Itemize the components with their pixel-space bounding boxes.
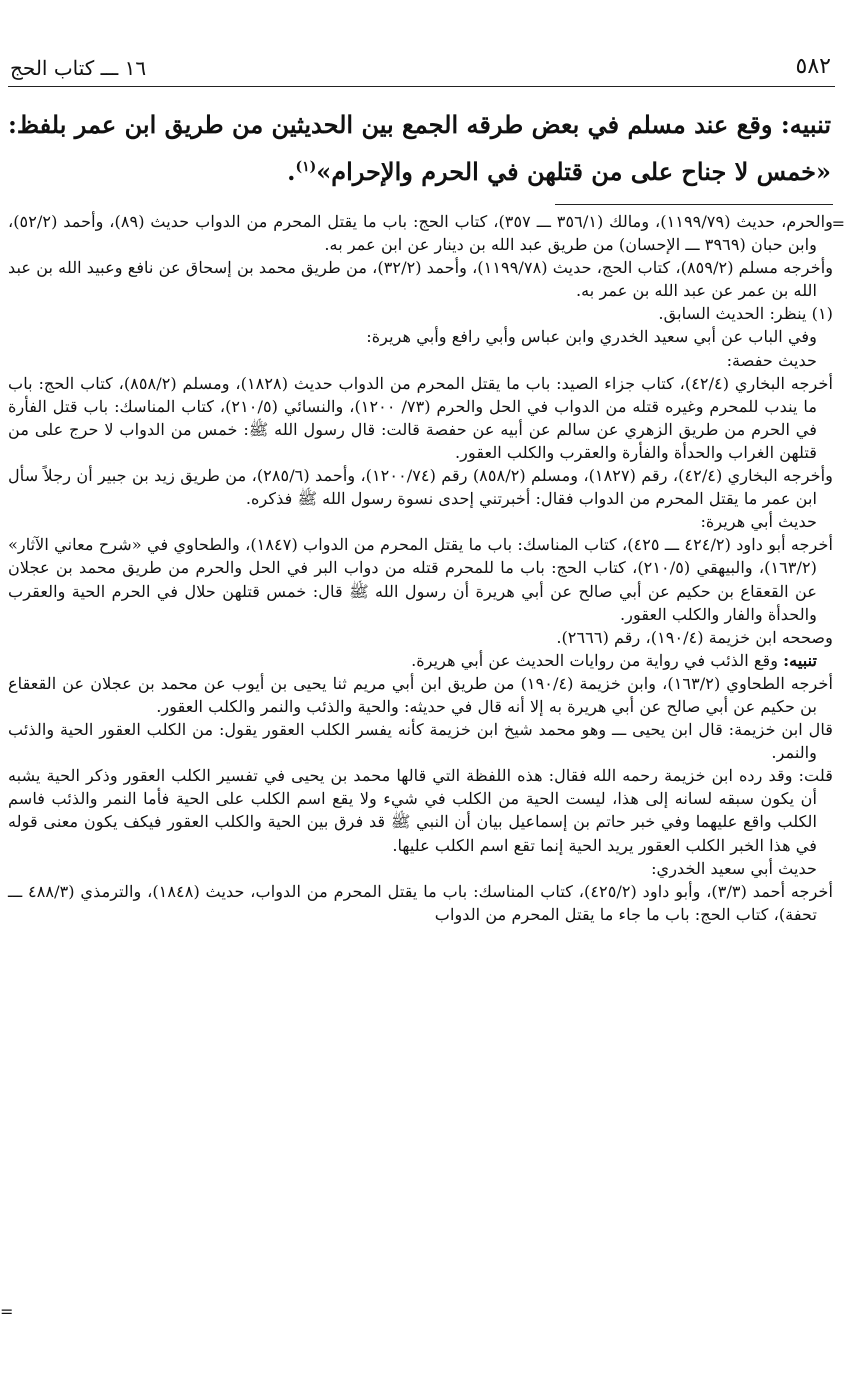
main-text (8, 104, 831, 193)
note-label: تنبيه: (780, 110, 831, 139)
running-title: ١٦ ـــ كتاب الحج (10, 56, 147, 80)
footnote-text: قلت: وقد رده ابن خزيمة رحمه الله فقال: هذه اللفظة التي قالها محمد بن يحيى في تفسير الكلب العقور وذكر الحية يشبه أن يكون سبقه لسانه إلى هذا، ليست الحية من الكلب في شيء ولا يقع اسم الكلب على الحية فأما النمر والذئب فاسم الكلب واقع عليهما وفي خبر حاتم بن إسماعيل بيان أن النبي ﷺ قد فرق بين الحية والكلب العقور فيكف يكون معنى قوله في هذا الخبر الكلب العقور يريد الحية إنما تقع اسم الكلب عليها. (8, 766, 833, 855)
footnote-text: (١) ينظر: الحديث السابق. (658, 304, 833, 324)
footnote-paragraph (8, 649, 833, 672)
footnote-paragraph (8, 256, 833, 302)
footnote-text: قال ابن خزيمة: قال ابن يحيى ـــ وهو محمد شيخ ابن خزيمة كأنه يفسر الكلب العقور يقول: من الكلب العقور الحية والذئب والنمر. (8, 720, 833, 763)
footnote-text: وصححه ابن خزيمة (١٩٠/٤)، رقم (٢٦٦٦). (556, 627, 833, 647)
footnote-text: وفي الباب عن أبي سعيد الخدري وابن عباس وأبي رافع وأبي هريرة: (366, 327, 817, 347)
footnote-paragraph (8, 880, 833, 926)
footnote-text: أخرجه البخاري (٤٢/٤)، كتاب جزاء الصيد: باب ما يقتل المحرم من الدواب حديث (١٨٢٨)، ومسلم (٨٥٨/٢)، كتاب الحج: باب ما يندب للمحرم وغيره قتله من الدواب في الحل والحرم (٧٣/ ١٢٠٠)، والنسائي (٢١٠/٥)، كتاب المناسك: باب قتل الفأرة في الحرم من طريق الزهري عن سالم عن أبيه عن حفصة قالت: قال رسول الله ﷺ: خمس من الدواب لا حرج على من قتلهن الغراب والحدأة والفأرة والعقرب والكلب العقور. (8, 373, 833, 462)
footnote-text: أخرجه الطحاوي (١٦٣/٢)، وابن خزيمة (١٩٠/٤) من طريق ابن أبي مريم ثنا يحيى بن أيوب عن محمد بن عجلان عن القعقاع بن حكيم عن أبي صالح عن أبي هريرة به إلا أنه قال في حديثه: والحية والذئب والنمر والكلب العقور. (8, 673, 833, 716)
footnote-paragraph (8, 672, 833, 718)
footnote-text: وأخرجه مسلم (٨٥٩/٢)، كتاب الحج، حديث (١١٩٩/٧٨)، وأحمد (٣٢/٢)، من طريق محمد بن إسحاق عن نافع وعبيد الله بن عبد الله بن عمر عن عبد الله بن عمر به. (8, 258, 834, 301)
page-number: ٥٨٢ (795, 54, 831, 79)
footnote-text: أخرجه أحمد (٣/٣)، وأبو داود (٤٢٥/٢)، كتاب المناسك: باب ما يقتل المحرم من الدواب، حديث (١٨٤٨)، والترمذي (٤٨٨/٣ ـــ تحفة)، كتاب الحج: باب ما جاء ما يقتل المحرم من الدواب (8, 881, 834, 924)
footnote-ref: (١) (295, 159, 317, 175)
footnote-paragraph (8, 718, 833, 764)
footnote-paragraph (8, 626, 833, 649)
continuation-mark-end: = (0, 1302, 14, 1321)
footnote-text: أخرجه أبو داود (٤٢٤/٢ ـــ ٤٢٥)، كتاب المناسك: باب ما يقتل المحرم من الدواب (١٨٤٧)، والطحاوي في «شرح معاني الآثار» (١٦٣/٢)، والبيهقي (٢١٠/٥)، كتاب الحج: باب ما للمحرم قتله من دواب البر في الحل والحرم من طريق محمد بن عجلان عن القعقاع بن حكيم عن أبي صالح عن أبي هريرة أن رسول الله ﷺ قال: خمس قتلهن حلال في الحرم الحية والعقرب والحدأة والفار والكلب العقور. (8, 535, 833, 624)
footnotes (8, 210, 833, 926)
main-paragraph: وقع عند مسلم في بعض طرقه الجمع بين الحديثين من طريق ابن عمر بلفظ: «خمس لا جناح على من قتلهن في الحرم والإحرام» (8, 110, 831, 186)
footnote-text: وقع الذئب في رواية من روايات الحديث عن أبي هريرة. (411, 650, 784, 670)
page-header (8, 52, 835, 87)
footnote-text: والحرم، حديث (١١٩٩/٧٩)، ومالك (٣٥٦/١ ـــ ٣٥٧)، كتاب الحج: باب ما يقتل المحرم من الدواب حديث (٨٩)، وأحمد (٥٢/٢)، وابن حبان (٣٩٦٩ ـــ الإحسان) من طريق عبد الله بن دينار عن ابن عمر به. (8, 212, 833, 255)
footnote-text: حديث حفصة: (726, 350, 817, 370)
footnote-paragraph (8, 349, 833, 372)
main-end: . (287, 157, 296, 186)
footnote-text: وأخرجه البخاري (٤٢/٤)، رقم (١٨٢٧)، ومسلم (٨٥٨/٢) رقم (١٢٠٠/٧٤)، وأحمد (٢٨٥/٦)، من طريق زيد بن جبير أن رجلاً سأل ابن عمر ما يقتل المحرم من الدواب فقال: أخبرتني إحدى نسوة رسول الله ﷺ فذكره. (8, 466, 833, 509)
footnote-text: حديث أبي هريرة: (700, 512, 817, 532)
footnote-paragraph (8, 764, 833, 856)
footnote-paragraph (8, 464, 833, 510)
footnote-rule (555, 204, 833, 205)
footnote-paragraph (8, 857, 833, 880)
footnote-text: حديث أبي سعيد الخدري: (651, 858, 817, 878)
footnote-paragraph (8, 533, 833, 625)
footnote-paragraph (8, 510, 833, 533)
footnote-paragraph (8, 302, 833, 325)
footnote-paragraph (8, 210, 833, 256)
footnote-paragraph (8, 372, 833, 464)
footnote-paragraph (8, 325, 833, 348)
continuation-mark: = (831, 214, 845, 233)
note-label: تنبيه: (783, 650, 817, 670)
